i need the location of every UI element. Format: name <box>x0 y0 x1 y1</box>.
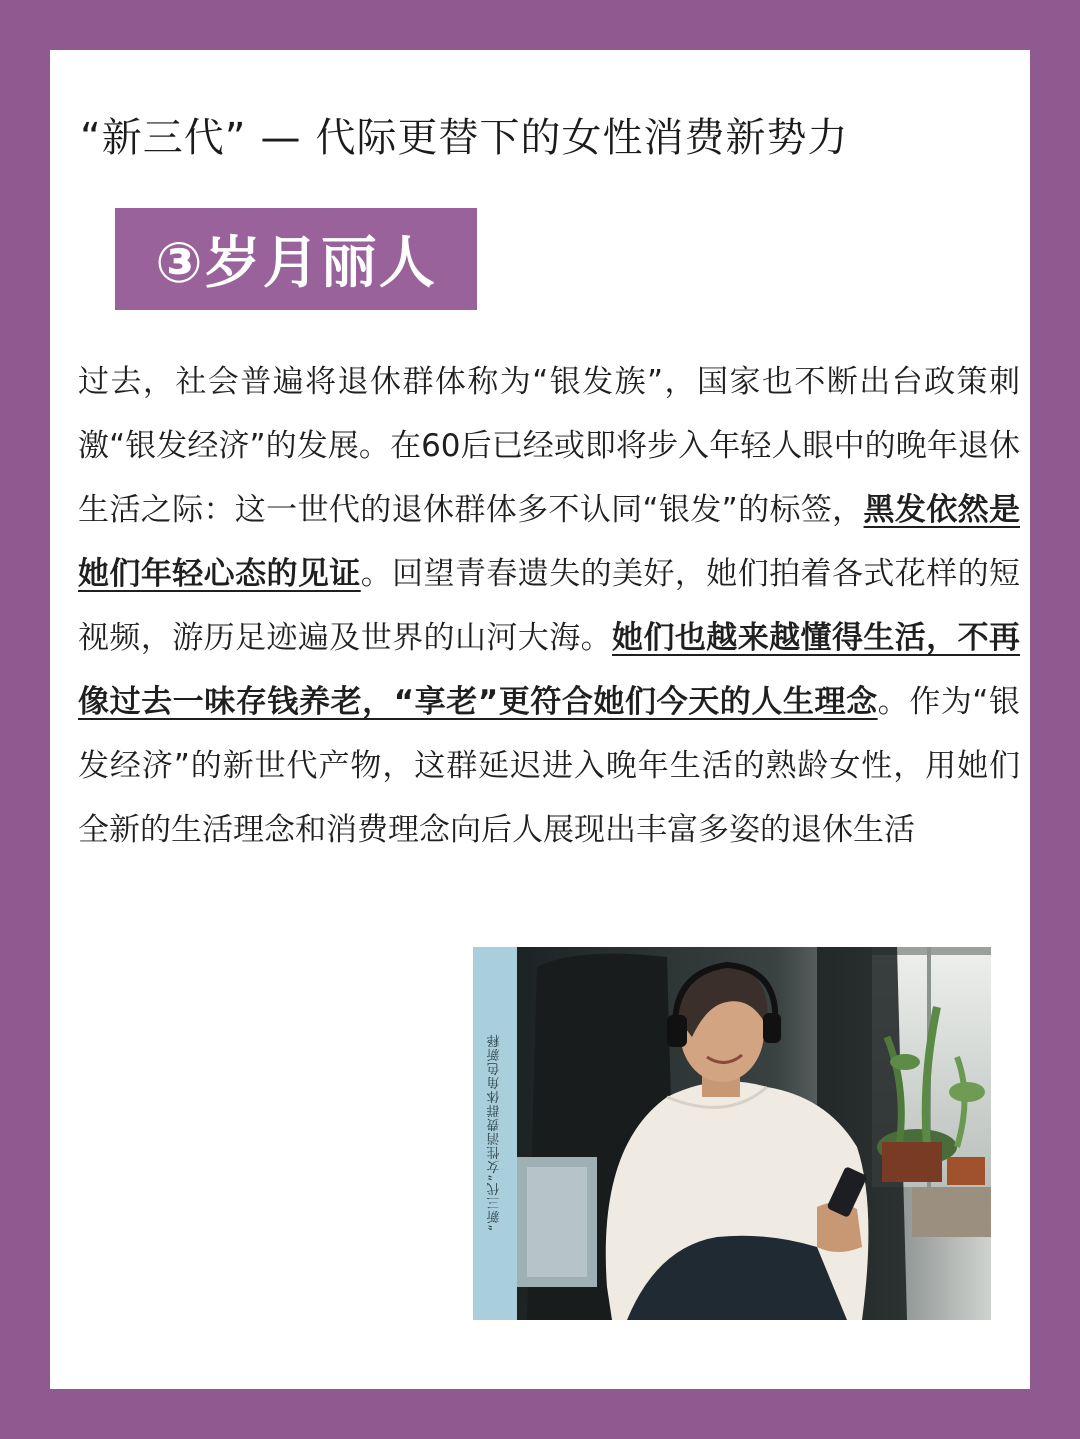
page-title <box>80 106 1020 163</box>
photo-frame <box>473 947 991 1320</box>
title-part-2: 代际更替下的女性消费新势力 <box>315 115 849 161</box>
title-part-1: “新三代” <box>80 115 247 161</box>
section-label: ③岁月丽人 <box>115 208 477 310</box>
photo-caption: “新三代”女性消费群体角色新释 <box>487 1033 503 1232</box>
woman-with-phone-photo <box>517 947 991 1320</box>
body-text-2: 。回望青春遗失的美好，她们拍着各式花样的短视频，游历足迹遍及世界的山河大海。 <box>78 556 1021 656</box>
body-text-1: 过去，社会普遍将退休群体称为“银发族”，国家也不断出台政策刺激“银发经济”的发展。在60后已经或即将步入年轻人眼中的晚年退休生活之际：这一世代的退休群体多不认同“银发”的标签， <box>78 364 1020 528</box>
body-text-3: 。作为“银发经济”的新世代产物，这群延迟进入晚年生活的熟龄女性，用她们全新的生活理念和消费理念向后人展现出丰富多姿的退休生活 <box>78 684 1021 848</box>
article-body <box>78 350 1020 862</box>
content-card <box>50 50 1030 1389</box>
title-dash: — <box>260 115 302 161</box>
highlight-1: 黑发依然是她们年轻心态的见证 <box>78 492 1020 592</box>
highlight-2: 她们也越来越懂得生活，不再像过去一味存钱养老，“享老”更符合她们今天的人生理念 <box>78 620 1021 720</box>
